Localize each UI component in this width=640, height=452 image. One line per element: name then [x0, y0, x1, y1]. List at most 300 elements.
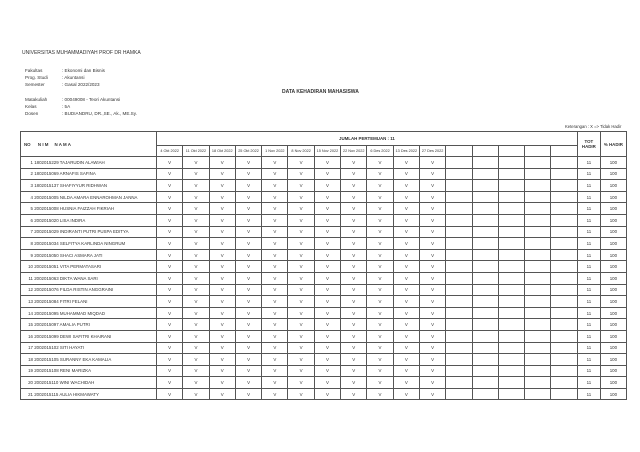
- student-name: TAJARUDIN ALAWIAH: [59, 159, 105, 165]
- attendance-cell: [498, 191, 524, 203]
- attendance-cell: [525, 319, 551, 331]
- attendance-cell: V: [157, 168, 183, 180]
- attendance-cell: [446, 168, 472, 180]
- attendance-cell: V: [262, 330, 288, 342]
- nim: 2002015102: [34, 345, 59, 351]
- attendance-cell: [498, 226, 524, 238]
- total-hadir: 11: [577, 203, 600, 215]
- row-no: 2: [30, 171, 33, 177]
- attendance-cell: V: [183, 157, 209, 169]
- attendance-cell: V: [367, 249, 393, 261]
- attendance-cell: V: [235, 354, 261, 366]
- student-cell: [21, 238, 157, 250]
- attendance-cell: [551, 272, 577, 284]
- attendance-cell: V: [367, 168, 393, 180]
- attendance-cell: [472, 272, 498, 284]
- attendance-cell: V: [393, 249, 419, 261]
- attendance-cell: [551, 214, 577, 226]
- attendance-cell: [498, 203, 524, 215]
- attendance-cell: V: [367, 261, 393, 273]
- attendance-cell: V: [157, 272, 183, 284]
- attendance-cell: [446, 319, 472, 331]
- percent-hadir: 100: [600, 203, 626, 215]
- student-cell: [21, 191, 157, 203]
- date-header: 27 Des 2022: [419, 146, 445, 157]
- attendance-cell: V: [157, 226, 183, 238]
- date-header: 13 Des 2022: [393, 146, 419, 157]
- attendance-cell: V: [419, 249, 445, 261]
- attendance-cell: V: [183, 226, 209, 238]
- attendance-cell: V: [367, 226, 393, 238]
- attendance-cell: V: [367, 365, 393, 377]
- attendance-cell: V: [235, 261, 261, 273]
- nim: 2002015095: [34, 310, 59, 316]
- attendance-cell: [446, 284, 472, 296]
- total-hadir: 11: [577, 168, 600, 180]
- table-row: [21, 157, 627, 169]
- table-row: [21, 238, 627, 250]
- attendance-cell: V: [183, 354, 209, 366]
- attendance-cell: V: [393, 168, 419, 180]
- student-name: AULIA HIKMAWATY: [59, 391, 99, 397]
- date-header: 8 Nov 2022: [288, 146, 314, 157]
- attendance-cell: V: [419, 180, 445, 192]
- attendance-cell: V: [235, 319, 261, 331]
- attendance-cell: [551, 388, 577, 400]
- attendance-cell: V: [235, 296, 261, 308]
- total-hadir: 11: [577, 261, 600, 273]
- attendance-cell: V: [209, 330, 235, 342]
- student-cell: [21, 157, 157, 169]
- attendance-cell: V: [209, 377, 235, 389]
- total-hadir: 11: [577, 296, 600, 308]
- attendance-cell: [472, 238, 498, 250]
- percent-hadir: 100: [600, 249, 626, 261]
- total-hadir: 11: [577, 284, 600, 296]
- percent-hadir: 100: [600, 296, 626, 308]
- attendance-cell: [472, 226, 498, 238]
- row-no: 3: [30, 182, 33, 188]
- attendance-cell: V: [314, 330, 340, 342]
- attendance-cell: V: [262, 180, 288, 192]
- student-name: HUSNIA FAIZZAH FIKRIAH: [59, 206, 115, 212]
- attendance-cell: V: [393, 319, 419, 331]
- attendance-cell: V: [288, 365, 314, 377]
- attendance-cell: V: [393, 342, 419, 354]
- attendance-cell: [498, 296, 524, 308]
- info-label: Prog. Studi: [25, 75, 48, 80]
- attendance-cell: V: [157, 296, 183, 308]
- attendance-cell: [498, 157, 524, 169]
- attendance-cell: [498, 261, 524, 273]
- attendance-cell: V: [288, 388, 314, 400]
- student-cell: [21, 330, 157, 342]
- student-name: SHAFIYYUR RIDHWAN: [59, 182, 108, 188]
- total-hadir: 11: [577, 226, 600, 238]
- attendance-cell: V: [419, 272, 445, 284]
- percent-hadir: 100: [600, 307, 626, 319]
- row-no: 10: [28, 264, 33, 270]
- student-cell: [21, 342, 157, 354]
- attendance-cell: V: [157, 354, 183, 366]
- student-cell: [21, 168, 157, 180]
- row-no: 18: [28, 356, 33, 362]
- table-row: [21, 365, 627, 377]
- nim: 2002015105: [34, 356, 59, 362]
- attendance-cell: [498, 377, 524, 389]
- nim: 1802015137: [34, 182, 59, 188]
- attendance-cell: V: [157, 330, 183, 342]
- attendance-cell: V: [262, 377, 288, 389]
- attendance-cell: [498, 180, 524, 192]
- percent-hadir: 100: [600, 261, 626, 273]
- header-tot: TOT HADIR: [577, 132, 600, 157]
- attendance-cell: V: [419, 377, 445, 389]
- attendance-cell: V: [235, 226, 261, 238]
- attendance-cell: [525, 296, 551, 308]
- attendance-cell: [446, 307, 472, 319]
- attendance-cell: V: [288, 238, 314, 250]
- attendance-cell: V: [419, 191, 445, 203]
- attendance-cell: V: [288, 249, 314, 261]
- attendance-cell: [551, 296, 577, 308]
- attendance-cell: [525, 180, 551, 192]
- student-name: FITRI FELANI: [59, 298, 88, 304]
- attendance-cell: [498, 168, 524, 180]
- date-header: 25 Okt 2022: [235, 146, 261, 157]
- attendance-cell: V: [341, 319, 367, 331]
- attendance-cell: V: [314, 342, 340, 354]
- attendance-cell: [472, 191, 498, 203]
- attendance-cell: V: [157, 180, 183, 192]
- attendance-cell: V: [419, 388, 445, 400]
- student-cell: [21, 203, 157, 215]
- header-pct: % HADIR: [600, 132, 626, 157]
- attendance-cell: [472, 284, 498, 296]
- attendance-cell: V: [341, 249, 367, 261]
- attendance-cell: V: [235, 388, 261, 400]
- row-no: 17: [28, 345, 33, 351]
- row-no: 21: [28, 391, 33, 397]
- attendance-cell: V: [341, 296, 367, 308]
- attendance-cell: V: [288, 319, 314, 331]
- attendance-cell: V: [288, 191, 314, 203]
- attendance-cell: [525, 191, 551, 203]
- attendance-cell: [446, 180, 472, 192]
- attendance-cell: V: [183, 365, 209, 377]
- attendance-cell: V: [235, 377, 261, 389]
- attendance-cell: [498, 330, 524, 342]
- attendance-cell: V: [341, 307, 367, 319]
- attendance-cell: V: [157, 319, 183, 331]
- attendance-cell: V: [235, 238, 261, 250]
- attendance-cell: [525, 307, 551, 319]
- attendance-cell: V: [367, 388, 393, 400]
- attendance-cell: V: [157, 203, 183, 215]
- header-nim: N I M: [37, 141, 49, 147]
- attendance-cell: V: [262, 226, 288, 238]
- student-name: SHACI ASMARA JATI: [59, 252, 103, 258]
- student-cell: [21, 214, 157, 226]
- info-label: Semester: [25, 82, 45, 87]
- attendance-cell: [551, 342, 577, 354]
- attendance-cell: [472, 354, 498, 366]
- attendance-cell: V: [209, 284, 235, 296]
- attendance-cell: [551, 157, 577, 169]
- attendance-cell: V: [314, 272, 340, 284]
- legend-note: Keterangan : X => Tidak Hadir: [565, 124, 622, 129]
- attendance-cell: [525, 330, 551, 342]
- attendance-cell: V: [157, 284, 183, 296]
- document-title: DATA KEHADIRAN MAHASISWA: [282, 89, 359, 95]
- attendance-cell: V: [183, 330, 209, 342]
- attendance-cell: V: [314, 214, 340, 226]
- table-row: [21, 261, 627, 273]
- attendance-cell: V: [393, 365, 419, 377]
- nim: 2002015076: [34, 287, 59, 293]
- attendance-cell: V: [209, 342, 235, 354]
- student-name: WINI WACHIDAH: [59, 380, 95, 386]
- attendance-cell: V: [393, 377, 419, 389]
- attendance-cell: V: [235, 168, 261, 180]
- attendance-table: [20, 131, 627, 400]
- attendance-cell: V: [183, 296, 209, 308]
- attendance-cell: [551, 203, 577, 215]
- attendance-cell: V: [367, 354, 393, 366]
- attendance-cell: V: [262, 307, 288, 319]
- date-header: [472, 146, 498, 157]
- attendance-cell: V: [367, 296, 393, 308]
- attendance-cell: V: [367, 307, 393, 319]
- attendance-cell: V: [419, 284, 445, 296]
- attendance-cell: V: [288, 307, 314, 319]
- attendance-cell: [446, 296, 472, 308]
- nim: 2002015110: [34, 380, 59, 386]
- attendance-cell: [472, 214, 498, 226]
- attendance-cell: V: [419, 354, 445, 366]
- attendance-cell: V: [262, 319, 288, 331]
- attendance-cell: [472, 365, 498, 377]
- attendance-cell: V: [419, 330, 445, 342]
- student-cell: [21, 180, 157, 192]
- attendance-cell: V: [341, 284, 367, 296]
- attendance-cell: [472, 296, 498, 308]
- attendance-cell: V: [367, 191, 393, 203]
- attendance-cell: V: [393, 203, 419, 215]
- attendance-cell: V: [314, 354, 340, 366]
- info-label: Fakultas: [25, 68, 43, 73]
- percent-hadir: 100: [600, 342, 626, 354]
- table-row: [21, 191, 627, 203]
- attendance-cell: V: [235, 307, 261, 319]
- nim: 2002015063: [34, 275, 59, 281]
- student-cell: [21, 307, 157, 319]
- total-hadir: 11: [577, 180, 600, 192]
- table-row: [21, 272, 627, 284]
- student-name: DIKTA WANA SARI: [59, 275, 98, 281]
- attendance-cell: V: [341, 342, 367, 354]
- attendance-cell: [498, 249, 524, 261]
- percent-hadir: 100: [600, 377, 626, 389]
- attendance-cell: V: [367, 157, 393, 169]
- attendance-cell: V: [235, 272, 261, 284]
- attendance-cell: V: [341, 261, 367, 273]
- attendance-cell: V: [367, 342, 393, 354]
- info-label: Kelas: [25, 104, 37, 109]
- attendance-cell: [472, 307, 498, 319]
- percent-hadir: 100: [600, 180, 626, 192]
- attendance-cell: [498, 365, 524, 377]
- attendance-cell: V: [367, 319, 393, 331]
- nim: 2002015084: [34, 298, 59, 304]
- attendance-cell: V: [262, 261, 288, 273]
- nim: 2002015008: [34, 206, 59, 212]
- table-body: [21, 157, 627, 400]
- attendance-cell: V: [341, 168, 367, 180]
- total-hadir: 11: [577, 342, 600, 354]
- attendance-cell: V: [288, 157, 314, 169]
- total-hadir: 11: [577, 365, 600, 377]
- attendance-cell: V: [157, 307, 183, 319]
- info-value: : 00049008 - Teori Akuntansi: [62, 97, 121, 102]
- attendance-cell: [498, 342, 524, 354]
- nim: 2002015050: [34, 252, 59, 258]
- student-cell: [21, 365, 157, 377]
- attendance-cell: V: [157, 342, 183, 354]
- attendance-cell: [446, 191, 472, 203]
- percent-hadir: 100: [600, 284, 626, 296]
- attendance-cell: [446, 365, 472, 377]
- attendance-cell: [551, 354, 577, 366]
- attendance-cell: [551, 238, 577, 250]
- attendance-cell: V: [209, 191, 235, 203]
- attendance-cell: V: [209, 365, 235, 377]
- attendance-cell: V: [183, 388, 209, 400]
- row-no: 11: [28, 275, 33, 281]
- attendance-cell: [525, 377, 551, 389]
- row-no: 6: [30, 217, 33, 223]
- attendance-cell: V: [209, 319, 235, 331]
- attendance-cell: V: [183, 249, 209, 261]
- attendance-cell: V: [393, 296, 419, 308]
- student-name: SITI HAYATI: [59, 345, 85, 351]
- attendance-cell: V: [393, 191, 419, 203]
- attendance-cell: V: [419, 168, 445, 180]
- attendance-cell: [498, 214, 524, 226]
- attendance-cell: V: [262, 214, 288, 226]
- attendance-cell: V: [183, 319, 209, 331]
- total-hadir: 11: [577, 354, 600, 366]
- student-name: AMALIA PUTRI: [59, 322, 90, 328]
- attendance-cell: V: [393, 180, 419, 192]
- attendance-cell: V: [183, 214, 209, 226]
- attendance-cell: V: [341, 272, 367, 284]
- attendance-cell: V: [157, 365, 183, 377]
- attendance-cell: V: [157, 214, 183, 226]
- attendance-cell: V: [209, 272, 235, 284]
- attendance-cell: V: [262, 342, 288, 354]
- attendance-cell: V: [209, 238, 235, 250]
- attendance-cell: V: [288, 214, 314, 226]
- attendance-cell: [446, 214, 472, 226]
- attendance-cell: V: [288, 261, 314, 273]
- attendance-cell: [472, 342, 498, 354]
- percent-hadir: 100: [600, 226, 626, 238]
- attendance-cell: V: [235, 157, 261, 169]
- attendance-cell: V: [288, 203, 314, 215]
- table-row: [21, 249, 627, 261]
- student-cell: [21, 272, 157, 284]
- university-name: UNIVERSITAS MUHAMMADIYAH PROF DR HAMKA: [22, 50, 141, 56]
- attendance-cell: V: [341, 226, 367, 238]
- attendance-cell: V: [288, 296, 314, 308]
- attendance-cell: V: [341, 180, 367, 192]
- table-row: [21, 319, 627, 331]
- attendance-cell: V: [288, 168, 314, 180]
- attendance-cell: V: [419, 214, 445, 226]
- student-cell: [21, 377, 157, 389]
- attendance-cell: V: [157, 249, 183, 261]
- attendance-cell: V: [314, 284, 340, 296]
- table-row: [21, 342, 627, 354]
- student-name: SURANNY EKA KAMALIA: [59, 356, 112, 362]
- attendance-cell: V: [314, 296, 340, 308]
- attendance-cell: V: [262, 354, 288, 366]
- attendance-cell: V: [314, 365, 340, 377]
- attendance-cell: [472, 157, 498, 169]
- attendance-cell: V: [367, 284, 393, 296]
- nim: 2002015108: [34, 368, 59, 374]
- attendance-cell: V: [209, 354, 235, 366]
- attendance-cell: V: [314, 249, 340, 261]
- attendance-cell: V: [419, 296, 445, 308]
- nim: 2002015099: [34, 333, 59, 339]
- total-hadir: 11: [577, 272, 600, 284]
- attendance-cell: [551, 261, 577, 273]
- attendance-cell: V: [262, 238, 288, 250]
- attendance-cell: V: [341, 377, 367, 389]
- attendance-cell: V: [183, 238, 209, 250]
- date-header: 11 Okt 2022: [183, 146, 209, 157]
- date-header: 22 Nov 2022: [341, 146, 367, 157]
- attendance-cell: [472, 180, 498, 192]
- attendance-cell: [551, 180, 577, 192]
- table-row: [21, 307, 627, 319]
- attendance-cell: [525, 168, 551, 180]
- date-header: [498, 146, 524, 157]
- student-name: RENI MARIZKA: [59, 368, 92, 374]
- attendance-cell: V: [341, 354, 367, 366]
- info-value: : BUDIANDRU, DR.,SE., Ak., ME.Sy.: [62, 111, 137, 116]
- attendance-cell: V: [288, 226, 314, 238]
- attendance-cell: [525, 203, 551, 215]
- attendance-cell: [525, 284, 551, 296]
- student-name: SELFITYA KARLINDA NINGRUM: [59, 240, 126, 246]
- row-no: 5: [30, 206, 33, 212]
- total-hadir: 11: [577, 249, 600, 261]
- attendance-cell: V: [393, 238, 419, 250]
- attendance-cell: V: [209, 203, 235, 215]
- total-hadir: 11: [577, 238, 600, 250]
- attendance-cell: V: [209, 157, 235, 169]
- attendance-cell: [446, 354, 472, 366]
- row-no: 20: [28, 380, 33, 386]
- row-no: 14: [28, 310, 33, 316]
- attendance-cell: V: [235, 365, 261, 377]
- student-cell: [21, 388, 157, 400]
- info-value: : Gasal 2022/2023: [62, 82, 100, 87]
- attendance-cell: V: [393, 330, 419, 342]
